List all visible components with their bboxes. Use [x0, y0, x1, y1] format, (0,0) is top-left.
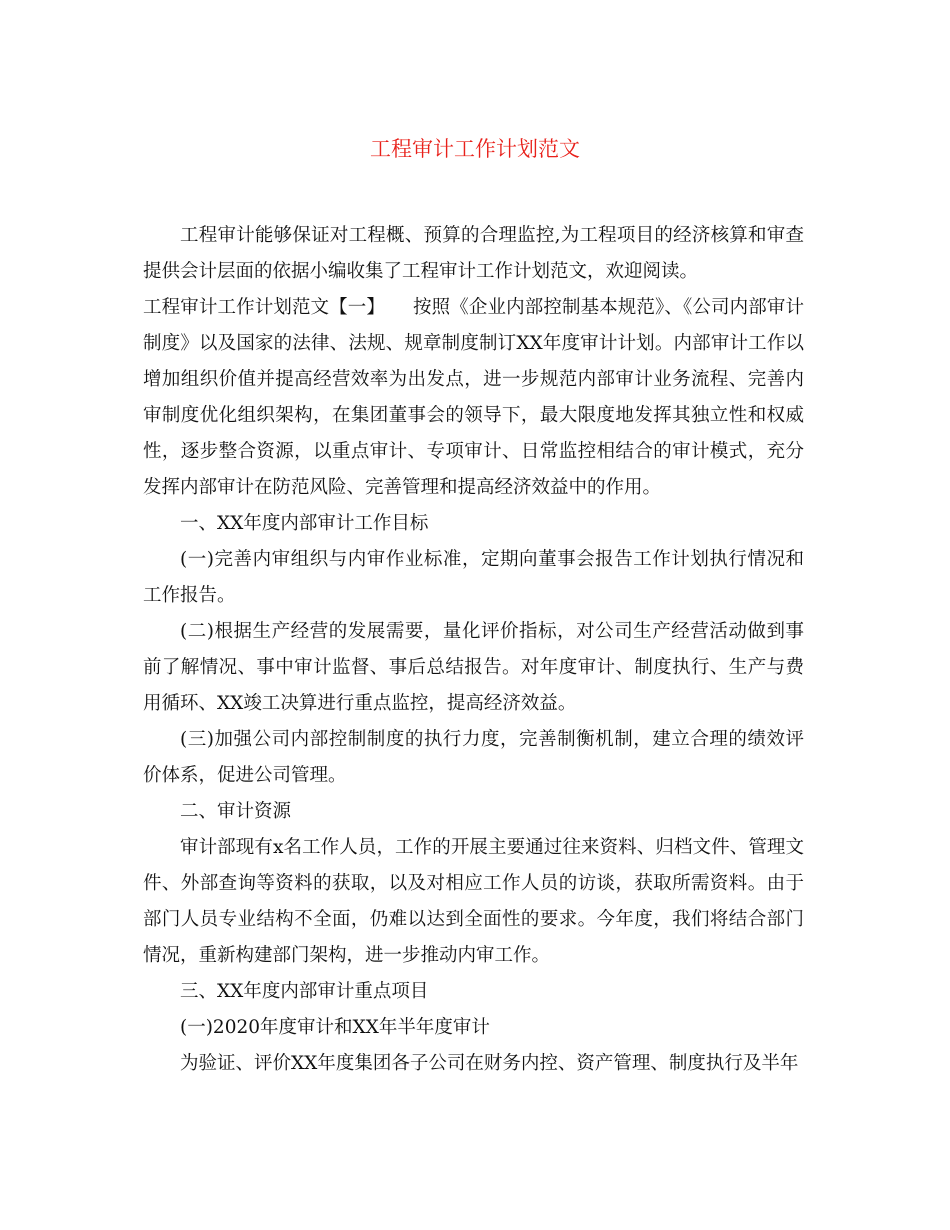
document-title: 工程审计工作计划范文: [370, 137, 580, 161]
resources-paragraph: 审计部现有x名工作人员，工作的开展主要通过往来资料、归档文件、管理文件、外部查询等资料的获取，以及对相应工作人员的访谈，获取所需资料。由于部门人员专业结构不全面，仍难以达到全面性的要求。今年度，我们将结合部门情况，重新构建部门架构，进一步推动内审工作。: [143, 837, 804, 966]
key-project-paragraph: 为验证、评价XX年度集团各子公司在财务内控、资产管理、制度执行及半年: [180, 1053, 799, 1074]
document-body: [143, 218, 804, 1082]
goal-item-2: (二)根据生产经营的发展需要，量化评价指标，对公司生产经营活动做到事前了解情况、事中审计监督、事后总结报告。对年度审计、制度执行、生产与费用循环、XX竣工决算进行重点监控，提高经济效益。: [143, 621, 804, 714]
goal-item-3: (三)加强公司内部控制制度的执行力度，完善制衡机制，建立合理的绩效评价体系，促进公司管理。: [143, 729, 804, 786]
heading-resources: 二、审计资源: [180, 801, 292, 822]
heading-goals: 一、XX年度内部审计工作目标: [180, 513, 429, 534]
intro-paragraph: 工程审计能够保证对工程概、预算的合理监控,为工程项目的经济核算和审查提供会计层面的依据小编收集了工程审计工作计划范文，欢迎阅读。: [143, 225, 804, 282]
heading-key-projects: 三、XX年度内部审计重点项目: [180, 981, 429, 1002]
key-project-item-1: (一)2020年度审计和XX年半年度审计: [180, 1017, 490, 1038]
section-one-paragraph: 工程审计工作计划范文【一】 按照《企业内部控制基本规范》、《公司内部审计制度》以及国家的法律、法规、规章制度制订XX年度审计计划。内部审计工作以增加组织价值并提高经营效率为出发点，进一步规范内部审计业务流程、完善内审制度优化组织架构，在集团董事会的领导下，最大限度地发挥其独立性和权威性，逐步整合资源，以重点审计、专项审计、日常监控相结合的审计模式，充分发挥内部审计在防范风险、完善管理和提高经济效益中的作用。: [143, 297, 804, 498]
goal-item-1: (一)完善内审组织与内审作业标准，定期向董事会报告工作计划执行情况和工作报告。: [143, 549, 804, 606]
